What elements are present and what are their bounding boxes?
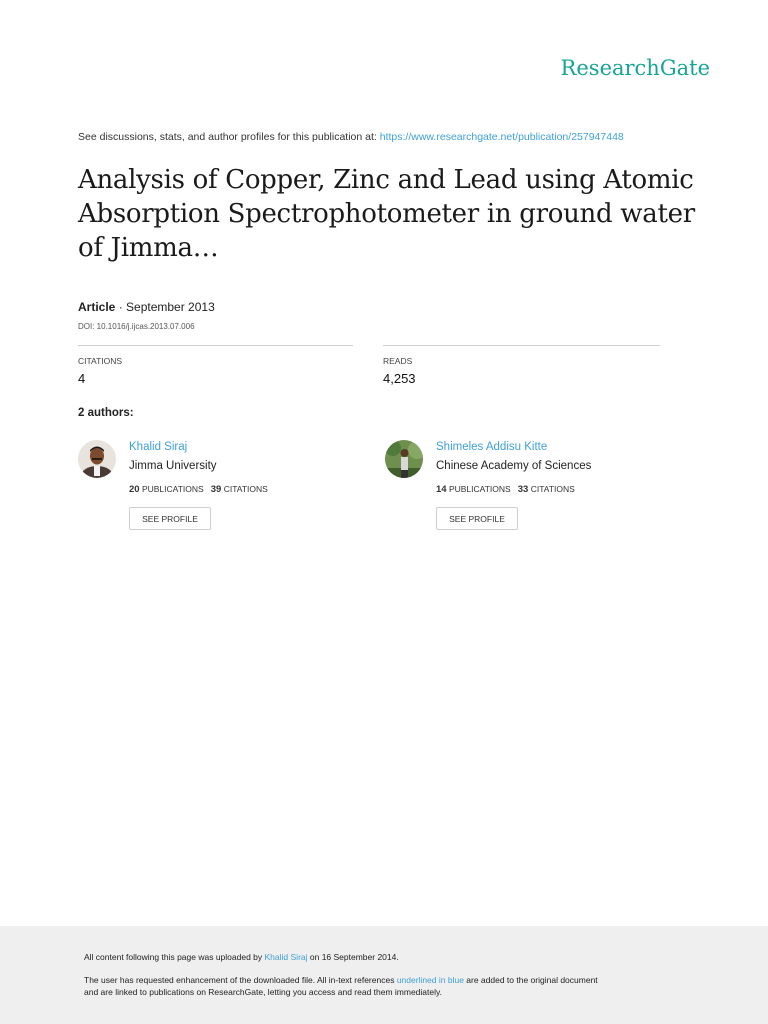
citations-value: 4 <box>78 371 86 386</box>
article-type: Article <box>78 300 116 314</box>
author-institution: Chinese Academy of Sciences <box>436 460 592 472</box>
doi: DOI: 10.1016/j.ijcas.2013.07.006 <box>78 322 195 331</box>
upload-prefix: All content following this page was uploaded by <box>84 952 265 962</box>
see-profile-button[interactable]: SEE PROFILE <box>129 507 211 530</box>
researchgate-logo[interactable]: ResearchGate <box>560 56 710 80</box>
underlined-link[interactable]: underlined in blue <box>396 975 464 985</box>
publications-count: 20 <box>129 484 140 495</box>
author-institution: Jimma University <box>129 460 217 472</box>
citations-count: 33 <box>517 484 529 495</box>
upload-note <box>84 951 399 963</box>
article-meta <box>78 300 215 314</box>
enhancement-line-2: and are linked to publications on ResearchGate, letting you access and read them immediately. <box>84 987 442 997</box>
title-line: Analysis of Copper, Zinc and Lead using Atomic <box>78 165 694 195</box>
enhancement-note <box>84 974 598 998</box>
title-line: of Jimma… <box>78 233 219 263</box>
publications-count: 14 <box>436 484 447 495</box>
authors-heading: 2 authors: <box>78 407 134 419</box>
discussion-prefix: See discussions, stats, and author profiles for this publication at: <box>78 131 380 143</box>
citations-label: CITATIONS <box>78 356 123 366</box>
publication-title <box>78 163 718 265</box>
avatar[interactable] <box>385 440 423 478</box>
discussion-line <box>78 131 624 143</box>
citations-count: 39 <box>210 484 222 495</box>
footer <box>0 926 768 1024</box>
divider <box>383 345 660 346</box>
author-stats <box>129 484 268 495</box>
avatar[interactable] <box>78 440 116 478</box>
upload-suffix: on 16 September 2014. <box>307 952 399 962</box>
divider <box>78 345 353 346</box>
publication-link[interactable]: https://www.researchgate.net/publication/257947448 <box>379 131 624 143</box>
uploader-link[interactable]: Khalid Siraj <box>264 952 308 962</box>
publications-label: PUBLICATIONS <box>141 484 204 494</box>
publications-label: PUBLICATIONS <box>448 484 511 494</box>
article-date: · September 2013 <box>115 300 215 314</box>
enhancement-prefix: The user has requested enhancement of the downloaded file. All in-text references <box>84 975 397 985</box>
author-name[interactable]: Khalid Siraj <box>129 441 188 453</box>
author-stats <box>436 484 575 495</box>
author-name[interactable]: Shimeles Addisu Kitte <box>436 441 548 453</box>
title-line: Absorption Spectrophotometer in ground water <box>78 199 695 229</box>
reads-value: 4,253 <box>383 371 416 386</box>
citations-label: CITATIONS <box>223 484 268 494</box>
enhancement-suffix: are added to the original document <box>463 975 598 985</box>
reads-label: READS <box>383 356 413 366</box>
see-profile-button[interactable]: SEE PROFILE <box>436 507 518 530</box>
citations-label: CITATIONS <box>530 484 575 494</box>
